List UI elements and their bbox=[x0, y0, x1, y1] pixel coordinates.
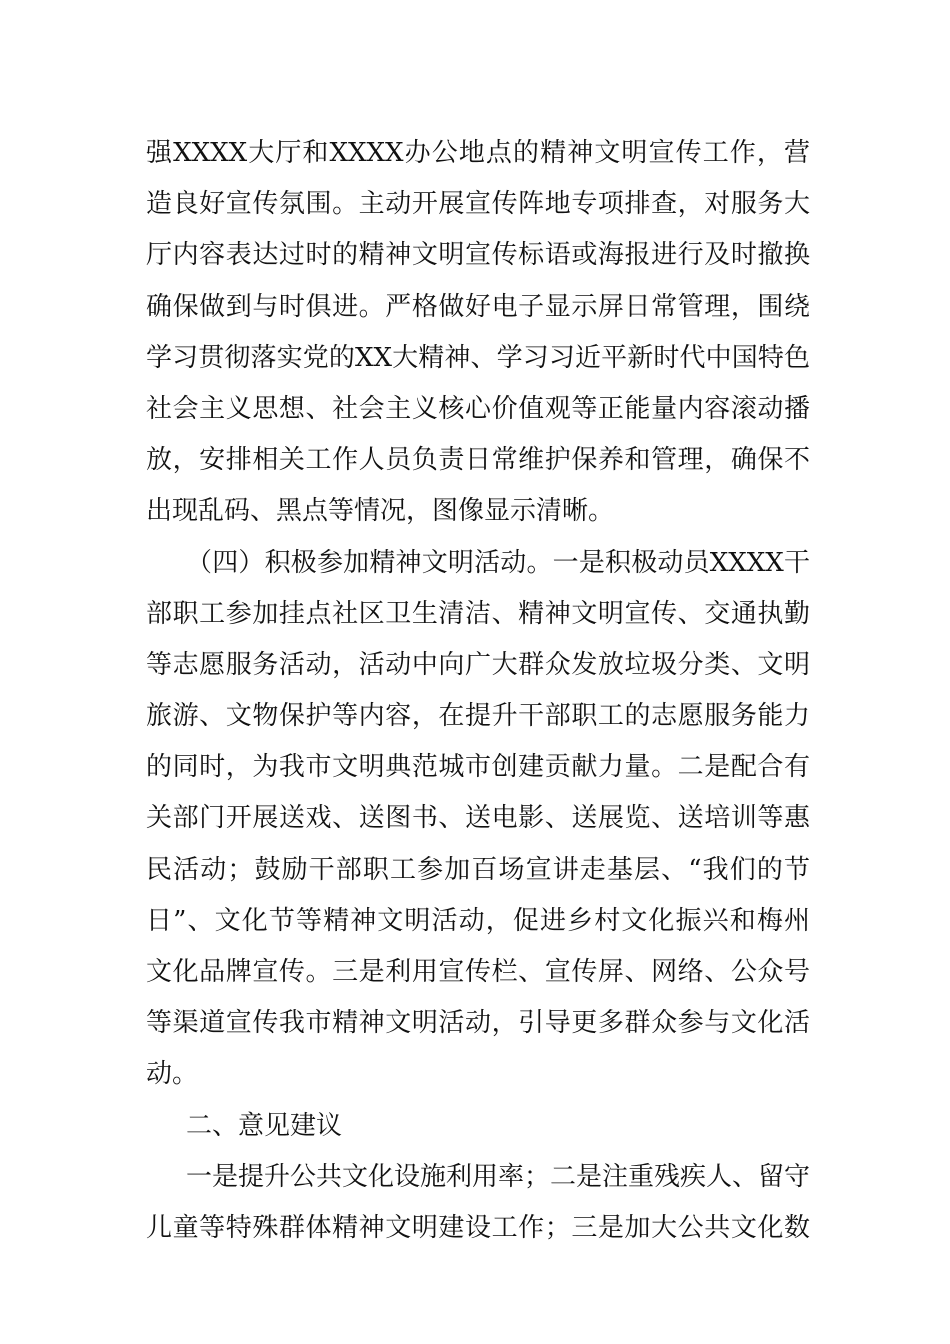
text-line: 确保做到与时俱进。严格做好电子显示屏日常管理，围绕 bbox=[146, 291, 810, 322]
text-line: 儿童等特殊群体精神文明建设工作；三是加大公共文化数 bbox=[146, 1212, 810, 1243]
section-heading: 二、意见建议 bbox=[186, 1110, 343, 1141]
text-line: 厅内容表达过时的精神文明宣传标语或海报进行及时撤换 bbox=[146, 240, 810, 271]
text-line: 等志愿服务活动，活动中向广大群众发放垃圾分类、文明 bbox=[146, 649, 810, 680]
text-line: 出现乱码、黑点等情况，图像显示清晰。 bbox=[146, 496, 615, 527]
text-line: 文化品牌宣传。三是利用宣传栏、宣传屏、网络、公众号 bbox=[146, 957, 810, 987]
text-line: 强XXXX大厅和XXXX办公地点的精神文明宣传工作，营 bbox=[146, 138, 810, 168]
text-line: 社会主义思想、社会主义核心价值观等正能量内容滚动播 bbox=[146, 393, 810, 424]
text-line: 民活动；鼓励干部职工参加百场宣讲走基层、“我们的节 bbox=[146, 854, 810, 885]
text-line: 的同时，为我市文明典范城市创建贡献力量。二是配合有 bbox=[146, 752, 810, 783]
text-line: 一是提升公共文化设施利用率；二是注重残疾人、留守 bbox=[186, 1161, 811, 1192]
text-line: 日”、文化节等精神文明活动，促进乡村文化振兴和梅州 bbox=[146, 905, 810, 936]
body-text bbox=[146, 128, 810, 1254]
text-line: 旅游、文物保护等内容，在提升干部职工的志愿服务能力 bbox=[146, 701, 810, 732]
text-line: 部职工参加挂点社区卫生清洁、精神文明宣传、交通执勤 bbox=[146, 598, 810, 629]
text-line: 动。 bbox=[146, 1059, 199, 1090]
text-line: 学习贯彻落实党的XX大精神、学习习近平新时代中国特色 bbox=[146, 342, 810, 373]
text-line: 关部门开展送戏、送图书、送电影、送展览、送培训等惠 bbox=[146, 803, 810, 834]
text-line: 放，安排相关工作人员负责日常维护保养和管理，确保不 bbox=[146, 445, 810, 476]
text-line: 等渠道宣传我市精神文明活动，引导更多群众参与文化活 bbox=[146, 1008, 810, 1039]
section-heading-line: （四）积极参加精神文明活动。一是积极动员XXXX干 bbox=[186, 547, 810, 578]
text-line: 造良好宣传氛围。主动开展宣传阵地专项排查，对服务大 bbox=[146, 189, 810, 220]
